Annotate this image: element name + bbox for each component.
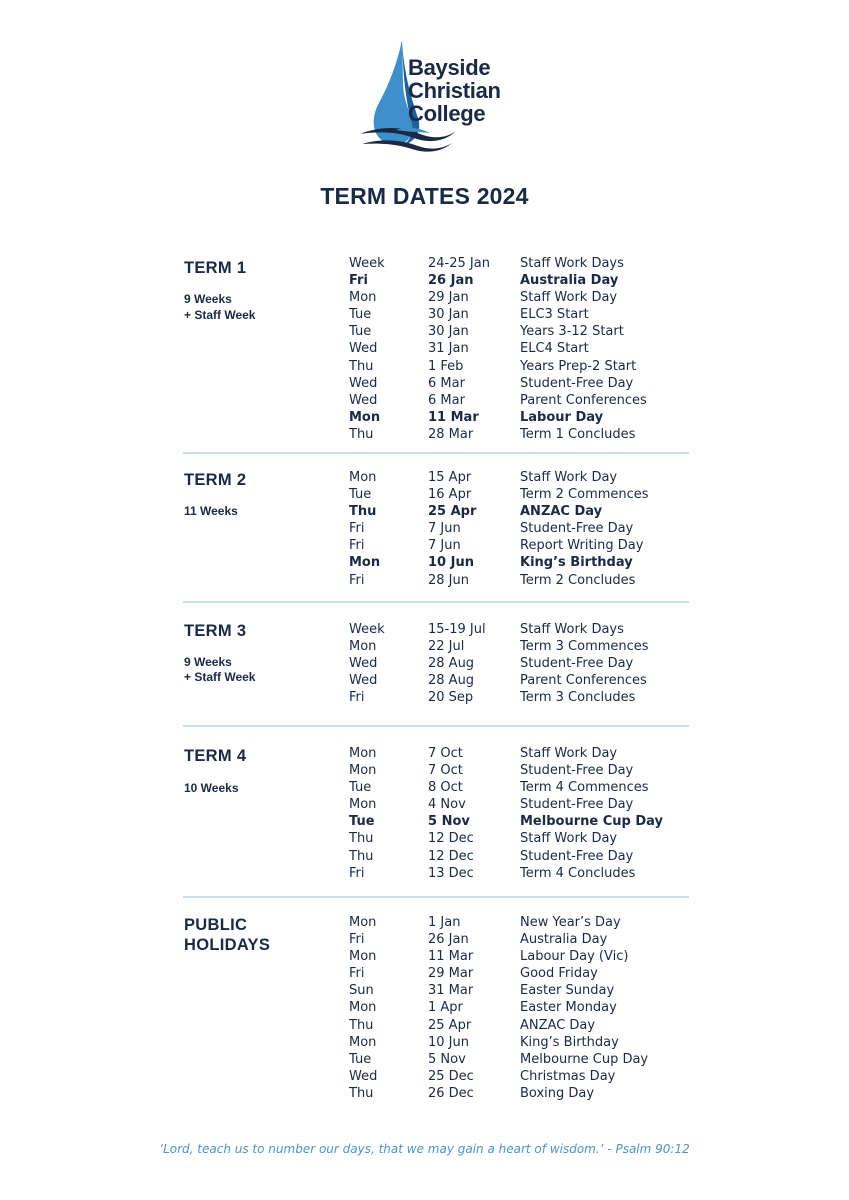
- event-cell: Term 4 Commences: [520, 780, 649, 796]
- day-cell: Fri: [349, 932, 365, 948]
- date-cell: 31 Mar: [428, 983, 474, 999]
- day-cell: Mon: [349, 797, 377, 813]
- day-cell: Mon: [349, 746, 377, 761]
- day-cell: Tue: [349, 814, 375, 830]
- event-cell: Staff Work Day: [520, 290, 618, 306]
- day-cell: Mon: [349, 470, 377, 485]
- day-cell: Fri: [349, 572, 365, 588]
- day-cell: Fri: [349, 521, 365, 537]
- date-cell: 28 Aug: [428, 656, 475, 672]
- date-cell: 25 Apr: [428, 504, 477, 520]
- date-cell: 10 Jun: [428, 555, 474, 571]
- day-cell: Tue: [349, 307, 372, 323]
- event-cell: Melbourne Cup Day: [520, 814, 663, 830]
- footer-quote: ‘Lord, teach us to number our days, that we may gain a heart of wisdom.’ - Psalm 90:12: [159, 1142, 690, 1156]
- event-cell: Staff Work Day: [520, 831, 618, 847]
- day-cell: Thu: [349, 358, 374, 374]
- day-cell: Wed: [349, 1068, 378, 1084]
- day-cell: Sun: [349, 983, 374, 999]
- date-cell: 22 Jul: [428, 639, 465, 655]
- date-cell: 30 Jan: [428, 324, 469, 340]
- event-cell: Parent Conferences: [520, 673, 647, 689]
- section-divider: [183, 725, 689, 727]
- event-cell: Staff Work Day: [520, 470, 618, 485]
- date-cell: 6 Mar: [428, 375, 465, 391]
- day-cell: Mon: [349, 763, 377, 779]
- event-cell: Staff Work Day: [520, 746, 618, 761]
- date-cell: 12 Dec: [428, 848, 474, 864]
- event-cell: Easter Sunday: [520, 983, 615, 999]
- section-title-line: PUBLIC: [184, 916, 248, 934]
- event-cell: Years Prep-2 Start: [520, 358, 637, 374]
- date-cell: 1 Feb: [428, 358, 464, 374]
- event-cell: King’s Birthday: [520, 555, 633, 571]
- term-title: TERM 2: [184, 471, 247, 489]
- date-cell: 8 Oct: [428, 780, 463, 796]
- day-cell: Fri: [349, 966, 365, 982]
- event-cell: ELC3 Start: [520, 307, 589, 323]
- date-cell: 4 Nov: [428, 797, 466, 813]
- date-cell: 20 Sep: [428, 690, 474, 706]
- date-cell: 28 Mar: [428, 426, 474, 442]
- date-cell: 6 Mar: [428, 392, 465, 408]
- section-divider: [183, 896, 689, 898]
- event-cell: Staff Work Days: [520, 256, 624, 271]
- day-cell: Thu: [349, 1085, 374, 1101]
- date-cell: 28 Jun: [428, 572, 469, 588]
- event-cell: Years 3-12 Start: [520, 324, 624, 340]
- day-cell: Mon: [349, 915, 377, 930]
- event-cell: Term 2 Commences: [520, 487, 649, 503]
- date-cell: 13 Dec: [428, 865, 474, 881]
- event-cell: Christmas Day: [520, 1068, 616, 1084]
- event-cell: Report Writing Day: [520, 538, 644, 554]
- day-cell: Week: [349, 622, 385, 637]
- event-cell: King’s Birthday: [520, 1034, 619, 1050]
- date-cell: 12 Dec: [428, 831, 474, 847]
- day-cell: Wed: [349, 656, 378, 672]
- date-cell: 29 Jan: [428, 290, 469, 306]
- day-cell: Mon: [349, 1034, 377, 1050]
- event-cell: ANZAC Day: [520, 1017, 596, 1033]
- date-cell: 11 Mar: [428, 949, 474, 965]
- term-duration: 9 Weeks: [184, 655, 232, 669]
- day-cell: Mon: [349, 639, 377, 655]
- date-cell: 5 Nov: [428, 1051, 466, 1067]
- event-cell: Term 1 Concludes: [520, 426, 636, 442]
- date-cell: 1 Jan: [428, 915, 461, 930]
- day-cell: Thu: [349, 831, 374, 847]
- day-cell: Tue: [349, 1051, 372, 1067]
- date-cell: 7 Oct: [428, 746, 463, 761]
- day-cell: Thu: [349, 1017, 374, 1033]
- date-cell: 25 Apr: [428, 1017, 472, 1033]
- day-cell: Tue: [349, 324, 372, 340]
- day-cell: Fri: [349, 538, 365, 554]
- event-cell: Australia Day: [520, 273, 619, 289]
- date-cell: 25 Dec: [428, 1068, 474, 1084]
- event-cell: Term 3 Concludes: [520, 690, 636, 706]
- day-cell: Fri: [349, 690, 365, 706]
- section-title-line: HOLIDAYS: [184, 936, 271, 954]
- day-cell: Mon: [349, 555, 381, 571]
- date-cell: 1 Apr: [428, 1000, 463, 1016]
- event-cell: Student-Free Day: [520, 375, 634, 391]
- day-cell: Tue: [349, 780, 372, 796]
- event-cell: ELC4 Start: [520, 341, 589, 357]
- day-cell: Mon: [349, 949, 377, 965]
- date-cell: 26 Dec: [428, 1085, 474, 1101]
- date-cell: 31 Jan: [428, 341, 469, 357]
- date-cell: 26 Jan: [428, 932, 469, 948]
- day-cell: Thu: [349, 426, 374, 442]
- date-cell: 15-19 Jul: [428, 622, 486, 637]
- day-cell: Fri: [349, 865, 365, 881]
- date-cell: 24-25 Jan: [428, 256, 490, 271]
- date-cell: 28 Aug: [428, 673, 475, 689]
- date-cell: 11 Mar: [428, 409, 479, 425]
- event-cell: Term 4 Concludes: [520, 865, 636, 881]
- date-cell: 30 Jan: [428, 307, 469, 323]
- term-title: TERM 4: [184, 747, 247, 765]
- event-cell: Student-Free Day: [520, 656, 634, 672]
- event-cell: Staff Work Days: [520, 622, 624, 637]
- event-cell: Term 2 Concludes: [520, 572, 636, 588]
- date-cell: 10 Jun: [428, 1034, 469, 1050]
- day-cell: Fri: [349, 273, 368, 289]
- day-cell: Week: [349, 256, 385, 271]
- event-cell: Student-Free Day: [520, 521, 634, 537]
- term-duration: 11 Weeks: [184, 504, 238, 518]
- day-cell: Wed: [349, 392, 378, 408]
- event-cell: Good Friday: [520, 966, 598, 982]
- date-cell: 7 Jun: [428, 521, 461, 537]
- logo-line: Christian: [408, 78, 501, 103]
- date-cell: 7 Jun: [428, 538, 461, 554]
- date-cell: 16 Apr: [428, 487, 472, 503]
- section-divider: [183, 452, 689, 454]
- event-cell: Parent Conferences: [520, 392, 647, 408]
- college-logo: [356, 38, 506, 156]
- day-cell: Wed: [349, 341, 378, 357]
- logo-line: Bayside: [408, 55, 491, 80]
- event-cell: Melbourne Cup Day: [520, 1051, 649, 1067]
- date-cell: 26 Jan: [428, 273, 474, 289]
- term-title: TERM 3: [184, 622, 247, 640]
- event-cell: Easter Monday: [520, 1000, 617, 1016]
- day-cell: Mon: [349, 1000, 377, 1016]
- event-cell: Student-Free Day: [520, 763, 634, 779]
- date-cell: 7 Oct: [428, 763, 463, 779]
- day-cell: Mon: [349, 409, 381, 425]
- date-cell: 29 Mar: [428, 966, 474, 982]
- event-cell: Labour Day (Vic): [520, 949, 629, 965]
- event-cell: Boxing Day: [520, 1085, 595, 1101]
- event-cell: Term 3 Commences: [520, 639, 649, 655]
- day-cell: Thu: [349, 504, 377, 520]
- event-cell: Labour Day: [520, 409, 604, 425]
- event-cell: Student-Free Day: [520, 797, 634, 813]
- term-duration: 9 Weeks: [184, 292, 232, 306]
- day-cell: Tue: [349, 487, 372, 503]
- logo-line: College: [408, 101, 486, 126]
- term-duration-extra: + Staff Week: [184, 308, 256, 322]
- day-cell: Mon: [349, 290, 377, 306]
- term-duration: 10 Weeks: [184, 781, 239, 795]
- event-cell: ANZAC Day: [520, 504, 603, 520]
- date-cell: 15 Apr: [428, 470, 472, 485]
- day-cell: Wed: [349, 375, 378, 391]
- day-cell: Thu: [349, 848, 374, 864]
- event-cell: Australia Day: [520, 932, 608, 948]
- date-cell: 5 Nov: [428, 814, 470, 830]
- term-title: TERM 1: [184, 259, 247, 277]
- section-divider: [183, 601, 689, 603]
- page-title: TERM DATES 2024: [320, 183, 529, 209]
- event-cell: New Year’s Day: [520, 915, 621, 930]
- day-cell: Wed: [349, 673, 378, 689]
- term-duration-extra: + Staff Week: [184, 670, 256, 684]
- event-cell: Student-Free Day: [520, 848, 634, 864]
